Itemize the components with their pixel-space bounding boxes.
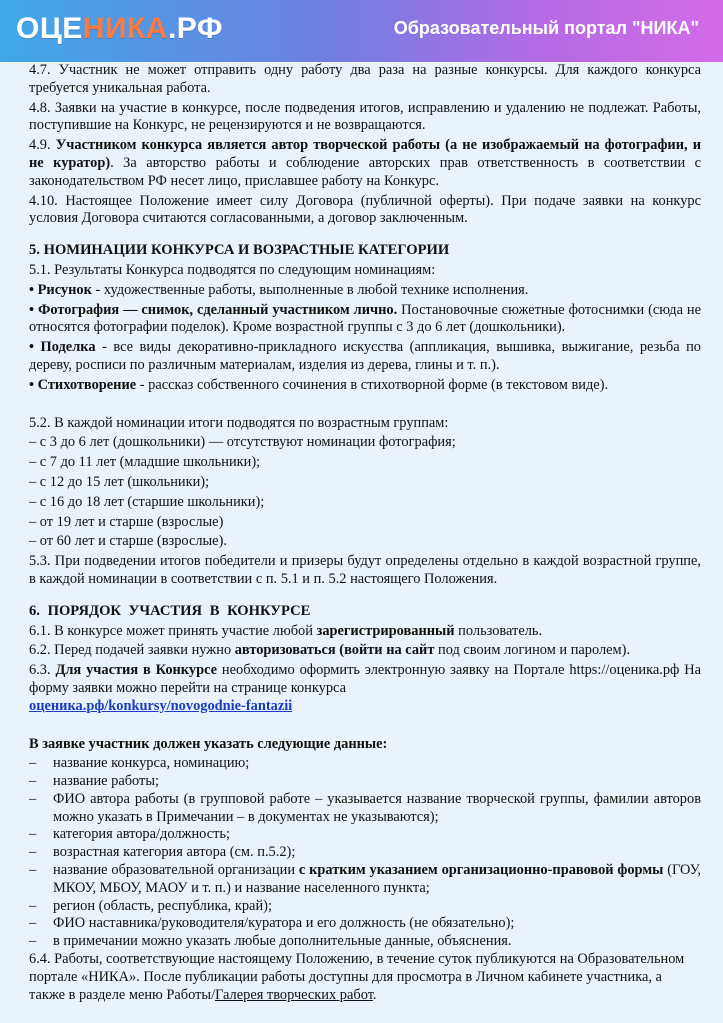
spacer	[29, 718, 701, 736]
text: 6.3.	[29, 662, 56, 679]
text: - все виды декоративно-прикладного искусства (аппликация, вышивка, выжигание, резьба по дереву, росписи по различным материалам, изделия из дерева, глины и т. п.).	[29, 339, 701, 373]
nomination-drawing	[29, 282, 701, 300]
text: под своим логином и паролем).	[434, 642, 631, 659]
list-item	[29, 826, 701, 844]
age-group-item: – с 3 до 6 лет (дошкольники) — отсутствуют номинации фотография;	[29, 434, 456, 451]
bold-text: • Поделка	[29, 339, 96, 356]
paragraph-5-1: 5.1. Результаты Конкурса подводятся по следующим номинациям:	[29, 261, 436, 278]
dash-marker: –	[29, 933, 37, 950]
text: пользователь.	[454, 622, 543, 639]
text: Постановочные сюжетные фотоснимки (сюда не относятся фотографии поделок). Кроме возрастной группы с 3 до 6 лет (дошкольники).	[29, 301, 701, 336]
bold-text: • Фотография — снимок, сделанный участником лично.	[29, 301, 398, 318]
list-item-text: в примечании можно указать любые дополнительные данные, объяснения.	[53, 933, 512, 950]
dash-marker: –	[29, 897, 37, 914]
list-item	[29, 898, 701, 916]
text: .	[372, 986, 377, 1003]
text: 6.1. В конкурсе может принять участие любой	[29, 622, 317, 639]
text: . За авторство работы и соблюдение авторских прав ответственность в соответствии с законодательством РФ несет лицо, приславшее работу на Конкурс.	[29, 154, 702, 189]
list-item	[29, 773, 701, 791]
paragraph-4-8: 4.8. Заявки на участие в конкурсе, после подведения итогов, исправлению и удалению не подлежат. Работы, поступившие на Конкурс, не рецензируются и не возвращаются.	[29, 99, 701, 134]
bold-text: Участником конкурса является автор творческой работы (а не изображаемый на фотографии, и не куратор)	[29, 137, 701, 171]
paragraph-4-7: 4.7. Участник не может отправить одну работу два раза на разные конкурсы. Для каждого конкурса требуется уникальная работа.	[29, 62, 701, 96]
text: 6.4. Работы, соответствующие настоящему Положению, в течение суток публикуются на Образовательном портале «НИКА». После публикации работы доступны для просмотра в Личном кабинете участника, а также в разделе меню Работы/	[29, 951, 685, 1003]
paragraph-5-2: 5.2. В каждой номинации итоги подводятся по возрастным группам:	[29, 414, 449, 431]
dash-marker: –	[29, 773, 37, 790]
list-item-text	[53, 862, 701, 898]
age-group-item: – с 7 до 11 лет (младшие школьники);	[29, 454, 261, 471]
paragraph-6-3	[29, 662, 701, 715]
list-item-text: название работы;	[53, 773, 160, 790]
bold-text: с кратким указанием организационно-правовой формы	[298, 862, 664, 879]
bold-text: • Стихотворение	[29, 376, 137, 393]
dash-marker: –	[29, 844, 37, 861]
dash-marker: –	[29, 826, 37, 843]
header-banner	[0, 0, 723, 62]
logo-text-accent: НИКА	[82, 12, 168, 45]
bold-text: • Рисунок	[29, 281, 92, 298]
logo[interactable]	[16, 12, 223, 46]
dash-marker: –	[29, 862, 37, 879]
text: название образовательной организации	[53, 862, 299, 879]
gallery-link[interactable]: Галерея творческих работ	[215, 986, 373, 1003]
dash-marker: –	[29, 755, 37, 772]
paragraph-5-3: 5.3. При подведении итогов победители и призеры будут определены отдельно в каждой возрастной группе, в каждой номинации в соответствии с п. 5.1 и п. 5.2 настоящего Положения.	[29, 553, 701, 587]
paragraph-4-9	[29, 137, 701, 190]
nomination-photo	[29, 302, 701, 338]
dash-marker: –	[29, 790, 37, 807]
nomination-craft	[29, 339, 701, 375]
text: 6.2. Перед подачей заявки нужно	[29, 642, 235, 659]
section-5-title: 5. НОМИНАЦИИ КОНКУРСА И ВОЗРАСТНЫЕ КАТЕГОРИИ	[29, 242, 450, 259]
age-group-item: – от 60 лет и старше (взрослые).	[29, 533, 227, 550]
list-item-text: ФИО наставника/руководителя/куратора и его должность (не обязательно);	[53, 915, 515, 932]
list-item-text: ФИО автора работы (в групповой работе – указывается название творческой группы, фамилии авторов можно указать в Примечании – в документах не указываются);	[53, 790, 701, 825]
list-item	[29, 933, 701, 951]
paragraph-6-2	[29, 642, 701, 660]
list-item	[29, 844, 701, 862]
nomination-poem	[29, 377, 629, 395]
dash-marker: –	[29, 915, 37, 932]
paragraph-6-1	[29, 623, 701, 641]
list-item-text: регион (область, республика, край);	[53, 897, 272, 914]
text: (ГОУ, МКОУ, МБОУ, МАОУ и т. п.) и название населенного пункта;	[53, 862, 702, 896]
age-group-item: – от 19 лет и старше (взрослые)	[29, 513, 224, 530]
list-item-text: категория автора/должность;	[53, 826, 230, 843]
section-6-title: 6. ПОРЯДОК УЧАСТИЯ В КОНКУРСЕ	[29, 602, 311, 619]
paragraph-4-10: 4.10. Настоящее Положение имеет силу Договора (публичной оферты). При подаче заявки на конкурс условия Договора считаются согласованными, а договор заключенным.	[29, 192, 701, 227]
age-group-item: – с 16 до 18 лет (старшие школьники);	[29, 493, 265, 510]
bold-text: Для участия в Конкурсе	[55, 662, 218, 679]
list-item	[29, 915, 701, 933]
portal-title: Образовательный портал "НИКА"	[393, 18, 699, 38]
list-item	[29, 755, 701, 773]
text: - рассказ собственного сочинения в стихотворной форме (в текстовом виде).	[136, 376, 609, 393]
bold-text: В заявке участник должен указать следующие данные:	[29, 735, 388, 752]
list-item	[29, 791, 701, 827]
text: 4.9.	[29, 137, 56, 154]
paragraph-6-4	[29, 951, 701, 1004]
bold-text: авторизоваться (войти на сайт	[234, 642, 435, 659]
logo-text-tail: .РФ	[167, 12, 224, 45]
contest-link[interactable]: оценика.рф/konkursy/novogodnie-fantazii	[29, 697, 293, 714]
list-item	[29, 862, 701, 898]
document-body	[29, 62, 701, 1006]
list-item-text: название конкурса, номинацию;	[53, 755, 250, 772]
requirements-title	[29, 736, 701, 754]
text: - художественные работы, выполненные в любой технике исполнения.	[91, 281, 529, 298]
age-group-item: – с 12 до 15 лет (школьники);	[29, 473, 210, 490]
logo-text-main: ОЦЕ	[16, 12, 83, 45]
spacer	[29, 397, 701, 415]
list-item-text: возрастная категория автора (см. п.5.2);	[53, 844, 296, 861]
text: необходимо оформить электронную заявку на Портале https://оценика.рф На форму заявки можно перейти на странице конкурса	[29, 662, 701, 696]
bold-text: зарегистрированный	[316, 622, 455, 639]
